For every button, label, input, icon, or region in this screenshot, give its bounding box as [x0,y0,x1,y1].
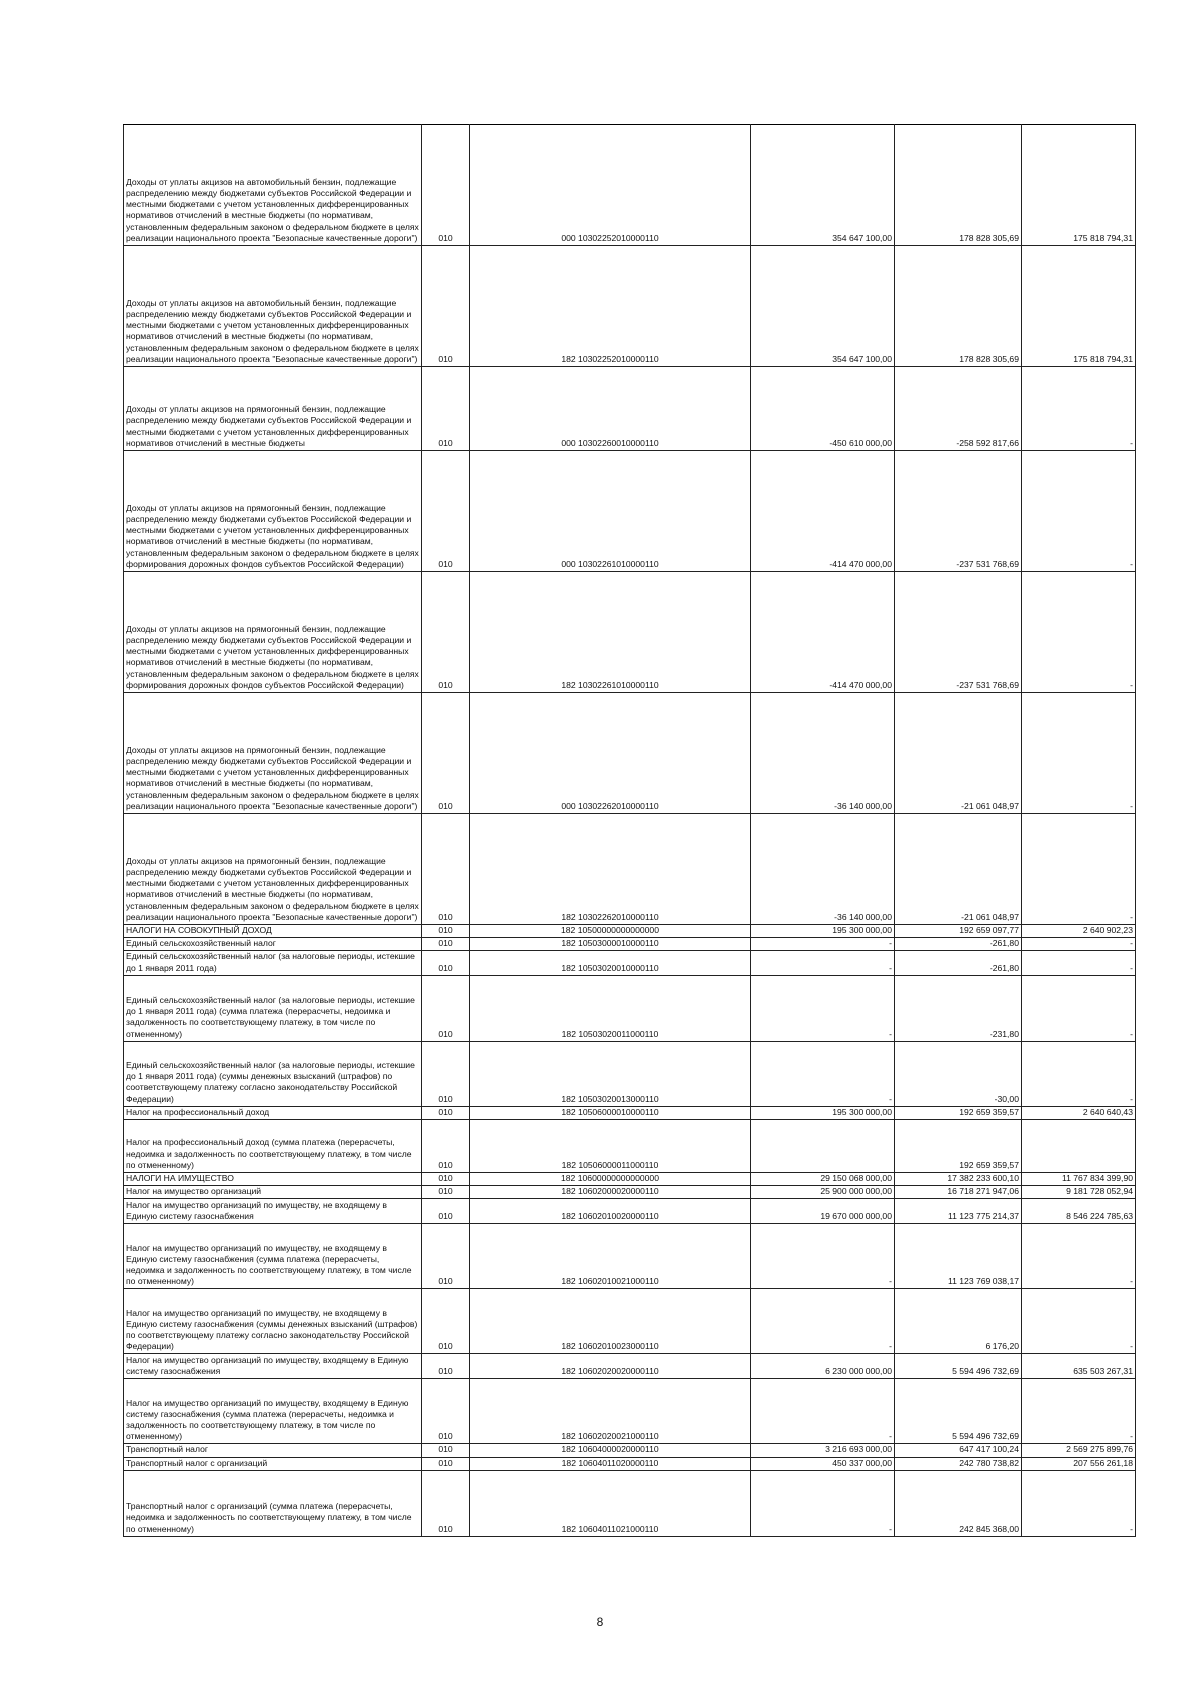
approved-amount-cell: 19 670 000 000,00 [751,1199,895,1224]
income-name-cell: НАЛОГИ НА ИМУЩЕСТВО [124,1173,422,1186]
line-code-cell: 010 [422,1379,470,1444]
approved-amount-cell: -414 470 000,00 [751,572,895,693]
table-row [124,1173,1136,1186]
executed-amount-cell: 5 594 496 732,69 [895,1379,1022,1444]
table-row [124,1186,1136,1199]
table-row [124,1457,1136,1470]
line-code-cell: 010 [422,1186,470,1199]
unexecuted-amount-cell: - [1022,1379,1136,1444]
line-code-cell: 010 [422,693,470,814]
income-name-cell: НАЛОГИ НА СОВОКУПНЫЙ ДОХОД [124,925,422,938]
income-name-cell: Транспортный налог с организаций [124,1457,422,1470]
unexecuted-amount-cell: - [1022,938,1136,951]
table-row [124,975,1136,1041]
line-code-cell: 010 [422,451,470,572]
executed-amount-cell: -258 592 817,66 [895,367,1022,451]
income-name-cell: Налог на имущество организаций по имуществу, входящему в Единую систему газоснабжения [124,1354,422,1379]
unexecuted-amount-cell: 8 546 224 785,63 [1022,1199,1136,1224]
executed-amount-cell: 6 176,20 [895,1289,1022,1354]
table-row [124,693,1136,814]
unexecuted-amount-cell: - [1022,1289,1136,1354]
unexecuted-amount-cell: - [1022,1041,1136,1106]
table-row [124,125,1136,246]
approved-amount-cell: 25 900 000 000,00 [751,1186,895,1199]
income-name-cell: Транспортный налог с организаций (сумма платежа (перерасчеты, недоимка и задолженность по соответствующему платежу, в том числе по отмененному) [124,1470,422,1536]
unexecuted-amount-cell: 635 503 267,31 [1022,1354,1136,1379]
table-row [124,1224,1136,1289]
line-code-cell: 010 [422,246,470,367]
table-row [124,925,1136,938]
income-name-cell: Налог на имущество организаций по имуществу, входящему в Единую систему газоснабжения (сумма платежа (перерасчеты, недоимка и задолженность по соответствующему платежу, в том числе по отмененному) [124,1379,422,1444]
budget-code-cell: 182 10302252010000110 [470,246,751,367]
approved-amount-cell: 354 647 100,00 [751,125,895,246]
income-name-cell: Единый сельскохозяйственный налог (за налоговые периоды, истекшие до 1 января 2011 года) (сумма платежа (перерасчеты, недоимка и задолженность по соответствующему платежу, в том числе по отмененному) [124,975,422,1041]
executed-amount-cell: -30,00 [895,1041,1022,1106]
executed-amount-cell: -261,80 [895,951,1022,975]
table-row [124,814,1136,925]
income-report-table [123,124,1136,1537]
income-name-cell: Доходы от уплаты акцизов на прямогонный бензин, подлежащие распределению между бюджетами субъектов Российской Федерации и местными бюджетами с учетом установленных дифференцированных нормативов отчислений в местные бюджеты (по нормативам, установленным федеральным законом о федеральном бюджете в целях реализации национального проекта "Безопасные качественные дороги") [124,814,422,925]
income-name-cell: Налог на имущество организаций по имуществу, не входящему в Единую систему газоснабжения (суммы денежных взысканий (штрафов) по соответствующему платежу согласно законодательству Российской Федерации) [124,1289,422,1354]
line-code-cell: 010 [422,951,470,975]
approved-amount-cell: - [751,1379,895,1444]
unexecuted-amount-cell: - [1022,367,1136,451]
line-code-cell: 010 [422,572,470,693]
budget-code-cell: 182 10602010020000110 [470,1199,751,1224]
unexecuted-amount-cell: - [1022,814,1136,925]
budget-code-cell: 182 10503020013000110 [470,1041,751,1106]
line-code-cell: 010 [422,1199,470,1224]
approved-amount-cell: 354 647 100,00 [751,246,895,367]
executed-amount-cell: -21 061 048,97 [895,814,1022,925]
table-row [124,1379,1136,1444]
executed-amount-cell: -237 531 768,69 [895,451,1022,572]
approved-amount-cell: 3 216 693 000,00 [751,1444,895,1457]
unexecuted-amount-cell: 2 640 640,43 [1022,1106,1136,1119]
budget-code-cell: 000 10302262010000110 [470,693,751,814]
approved-amount-cell: - [751,1041,895,1106]
budget-code-cell: 182 10503000010000110 [470,938,751,951]
income-name-cell: Доходы от уплаты акцизов на прямогонный бензин, подлежащие распределению между бюджетами субъектов Российской Федерации и местными бюджетами с учетом установленных дифференцированных нормативов отчислений в местные бюджеты (по нормативам, установленным федеральным законом о федеральном бюджете в целях формирования дорожных фондов субъектов Российской Федерации) [124,451,422,572]
income-name-cell: Налог на профессиональный доход [124,1106,422,1119]
approved-amount-cell: 450 337 000,00 [751,1457,895,1470]
budget-code-cell: 182 10602000020000110 [470,1186,751,1199]
table-row [124,1199,1136,1224]
line-code-cell: 010 [422,1173,470,1186]
approved-amount-cell: - [751,1289,895,1354]
line-code-cell: 010 [422,1041,470,1106]
unexecuted-amount-cell: 175 818 794,31 [1022,125,1136,246]
line-code-cell: 010 [422,975,470,1041]
unexecuted-amount-cell: - [1022,975,1136,1041]
unexecuted-amount-cell: - [1022,693,1136,814]
budget-code-cell: 182 10602020020000110 [470,1354,751,1379]
budget-code-cell: 182 10604011020000110 [470,1457,751,1470]
approved-amount-cell: -36 140 000,00 [751,814,895,925]
table-row [124,1041,1136,1106]
table-row [124,451,1136,572]
approved-amount-cell: - [751,1470,895,1536]
executed-amount-cell: 242 845 368,00 [895,1470,1022,1536]
executed-amount-cell: 16 718 271 947,06 [895,1186,1022,1199]
unexecuted-amount-cell: - [1022,572,1136,693]
unexecuted-amount-cell: 9 181 728 052,94 [1022,1186,1136,1199]
approved-amount-cell: 195 300 000,00 [751,1106,895,1119]
unexecuted-amount-cell: - [1022,1470,1136,1536]
unexecuted-amount-cell: 175 818 794,31 [1022,246,1136,367]
table-row [124,1444,1136,1457]
unexecuted-amount-cell: 2 569 275 899,76 [1022,1444,1136,1457]
line-code-cell: 010 [422,1106,470,1119]
income-name-cell: Доходы от уплаты акцизов на прямогонный бензин, подлежащие распределению между бюджетами субъектов Российской Федерации и местными бюджетами с учетом установленных дифференцированных нормативов отчислений в местные бюджеты (по нормативам, установленным федеральным законом о федеральном бюджете в целях формирования дорожных фондов субъектов Российской Федерации) [124,572,422,693]
approved-amount-cell: - [751,1224,895,1289]
approved-amount-cell: - [751,938,895,951]
unexecuted-amount-cell: - [1022,451,1136,572]
income-name-cell: Транспортный налог [124,1444,422,1457]
table-row [124,246,1136,367]
approved-amount-cell: - [751,951,895,975]
executed-amount-cell: -261,80 [895,938,1022,951]
income-name-cell: Доходы от уплаты акцизов на автомобильный бензин, подлежащие распределению между бюджетами субъектов Российской Федерации и местными бюджетами с учетом установленных дифференцированных нормативов отчислений в местные бюджеты (по нормативам, установленным федеральным законом о федеральном бюджете в целях реализации национального проекта "Безопасные качественные дороги") [124,246,422,367]
executed-amount-cell: 11 123 775 214,37 [895,1199,1022,1224]
income-name-cell: Налог на имущество организаций [124,1186,422,1199]
budget-code-cell: 182 10602020021000110 [470,1379,751,1444]
unexecuted-amount-cell: - [1022,1224,1136,1289]
budget-code-cell: 182 10506000010000110 [470,1106,751,1119]
executed-amount-cell: 5 594 496 732,69 [895,1354,1022,1379]
budget-code-cell: 182 10503020011000110 [470,975,751,1041]
line-code-cell: 010 [422,1120,470,1173]
line-code-cell: 010 [422,1224,470,1289]
budget-code-cell: 182 10604000020000110 [470,1444,751,1457]
approved-amount-cell [751,1120,895,1173]
income-name-cell: Доходы от уплаты акцизов на прямогонный бензин, подлежащие распределению между бюджетами субъектов Российской Федерации и местными бюджетами с учетом установленных дифференцированных нормативов отчислений в местные бюджеты [124,367,422,451]
report-table-body [124,125,1136,1537]
table-row [124,367,1136,451]
income-name-cell: Единый сельскохозяйственный налог (за налоговые периоды, истекшие до 1 января 2011 года) [124,951,422,975]
unexecuted-amount-cell [1022,1120,1136,1173]
executed-amount-cell: 192 659 359,57 [895,1120,1022,1173]
income-name-cell: Доходы от уплаты акцизов на автомобильный бензин, подлежащие распределению между бюджетами субъектов Российской Федерации и местными бюджетами с учетом установленных дифференцированных нормативов отчислений в местные бюджеты (по нормативам, установленным федеральным законом о федеральном бюджете в целях реализации национального проекта "Безопасные качественные дороги") [124,125,422,246]
budget-code-cell: 182 10506000011000110 [470,1120,751,1173]
budget-code-cell: 182 10602010023000110 [470,1289,751,1354]
approved-amount-cell: - [751,975,895,1041]
approved-amount-cell: 6 230 000 000,00 [751,1354,895,1379]
approved-amount-cell: 29 150 068 000,00 [751,1173,895,1186]
unexecuted-amount-cell: - [1022,951,1136,975]
unexecuted-amount-cell: 11 767 834 399,90 [1022,1173,1136,1186]
unexecuted-amount-cell: 2 640 902,23 [1022,925,1136,938]
table-row [124,1354,1136,1379]
approved-amount-cell: -450 610 000,00 [751,367,895,451]
executed-amount-cell: 17 382 233 600,10 [895,1173,1022,1186]
line-code-cell: 010 [422,125,470,246]
executed-amount-cell: 192 659 359,57 [895,1106,1022,1119]
line-code-cell: 010 [422,367,470,451]
income-name-cell: Единый сельскохозяйственный налог (за налоговые периоды, истекшие до 1 января 2011 года) (суммы денежных взысканий (штрафов) по соответствующему платежу согласно законодательству Российской Федерации) [124,1041,422,1106]
line-code-cell: 010 [422,1444,470,1457]
income-name-cell: Налог на профессиональный доход (сумма платежа (перерасчеты, недоимка и задолженность по соответствующему платежу, в том числе по отмененному) [124,1120,422,1173]
executed-amount-cell: 242 780 738,82 [895,1457,1022,1470]
executed-amount-cell: 11 123 769 038,17 [895,1224,1022,1289]
executed-amount-cell: -237 531 768,69 [895,572,1022,693]
income-name-cell: Доходы от уплаты акцизов на прямогонный бензин, подлежащие распределению между бюджетами субъектов Российской Федерации и местными бюджетами с учетом установленных дифференцированных нормативов отчислений в местные бюджеты (по нормативам, установленным федеральным законом о федеральном бюджете в целях реализации национального проекта "Безопасные качественные дороги") [124,693,422,814]
budget-code-cell: 000 10302252010000110 [470,125,751,246]
budget-code-cell: 000 10302261010000110 [470,451,751,572]
budget-code-cell: 182 10500000000000000 [470,925,751,938]
page-number: 8 [596,1615,604,1629]
line-code-cell: 010 [422,1457,470,1470]
budget-code-cell: 182 10302262010000110 [470,814,751,925]
table-row [124,1470,1136,1536]
executed-amount-cell: 178 828 305,69 [895,125,1022,246]
budget-code-cell: 000 10302260010000110 [470,367,751,451]
approved-amount-cell: 195 300 000,00 [751,925,895,938]
table-row [124,1106,1136,1119]
line-code-cell: 010 [422,925,470,938]
income-name-cell: Налог на имущество организаций по имуществу, не входящему в Единую систему газоснабжения [124,1199,422,1224]
table-row [124,572,1136,693]
executed-amount-cell: -231,80 [895,975,1022,1041]
executed-amount-cell: 192 659 097,77 [895,925,1022,938]
budget-code-cell: 182 10602010021000110 [470,1224,751,1289]
budget-code-cell: 182 10600000000000000 [470,1173,751,1186]
budget-code-cell: 182 10302261010000110 [470,572,751,693]
line-code-cell: 010 [422,938,470,951]
income-name-cell: Налог на имущество организаций по имуществу, не входящему в Единую систему газоснабжения (сумма платежа (перерасчеты, недоимка и задолженность по соответствующему платежу, в том числе по отмененному) [124,1224,422,1289]
executed-amount-cell: -21 061 048,97 [895,693,1022,814]
executed-amount-cell: 178 828 305,69 [895,246,1022,367]
unexecuted-amount-cell: 207 556 261,18 [1022,1457,1136,1470]
executed-amount-cell: 647 417 100,24 [895,1444,1022,1457]
approved-amount-cell: -36 140 000,00 [751,693,895,814]
budget-code-cell: 182 10503020010000110 [470,951,751,975]
line-code-cell: 010 [422,1289,470,1354]
table-row [124,938,1136,951]
budget-code-cell: 182 10604011021000110 [470,1470,751,1536]
table-row [124,1120,1136,1173]
approved-amount-cell: -414 470 000,00 [751,451,895,572]
income-name-cell: Единый сельскохозяйственный налог [124,938,422,951]
line-code-cell: 010 [422,814,470,925]
line-code-cell: 010 [422,1354,470,1379]
line-code-cell: 010 [422,1470,470,1536]
table-row [124,1289,1136,1354]
table-row [124,951,1136,975]
